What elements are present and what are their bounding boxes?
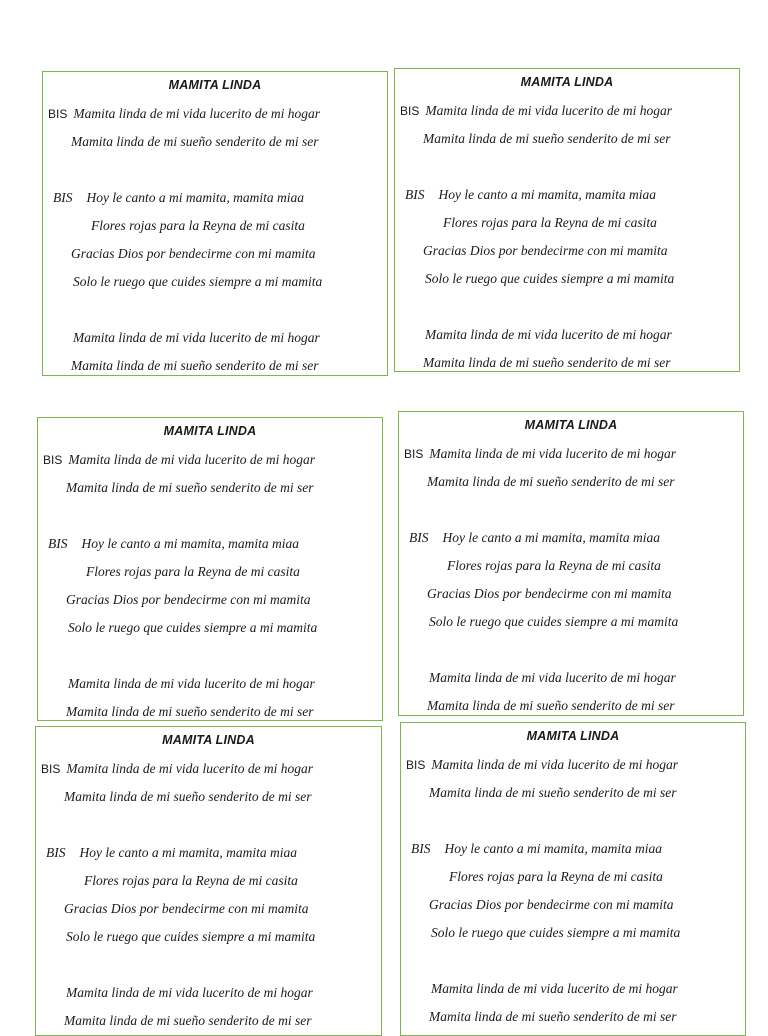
lyric-text: Hoy le canto a mi mamita, mamita miaa [86,190,304,205]
lyric-line [404,446,676,462]
lyric-text: Mamita linda de mi vida lucerito de mi hogar [73,106,321,121]
lyric-line [48,106,320,122]
lyrics-card [400,722,746,1036]
lyrics-card [35,726,382,1036]
card-title: MAMITA LINDA [524,418,618,432]
lyric-line: Solo le ruego que cuides siempre a mi mamita [429,614,679,629]
lyric-line [46,845,297,861]
lyric-line: Flores rojas para la Reyna de mi casita [449,869,663,884]
lyric-line: Mamita linda de mi vida lucerito de mi hogar [73,330,320,345]
bis-marker: BIS [43,453,63,467]
lyric-line [405,187,656,203]
lyrics-card [398,411,744,716]
lyric-text: Mamita linda de mi vida lucerito de mi hogar [431,757,679,772]
lyric-line: Mamita linda de mi vida lucerito de mi hogar [68,676,315,691]
lyric-line: Gracias Dios por bendecirme con mi mamita [429,897,674,912]
lyric-line: Mamita linda de mi sueño senderito de mi ser [64,789,312,804]
lyric-line: Mamita linda de mi sueño senderito de mi ser [66,480,314,495]
lyric-line: Solo le ruego que cuides siempre a mi mamita [68,620,318,635]
lyric-line: Gracias Dios por bendecirme con mi mamita [423,243,668,258]
lyric-line [411,841,662,857]
lyric-line: Gracias Dios por bendecirme con mi mamita [64,901,309,916]
lyric-line [409,530,660,546]
bis-marker: BIS [405,187,425,202]
lyric-line: Flores rojas para la Reyna de mi casita [86,564,300,579]
lyric-text: Mamita linda de mi vida lucerito de mi hogar [425,103,673,118]
lyric-line: Solo le ruego que cuides siempre a mi mamita [66,929,316,944]
lyric-line: Solo le ruego que cuides siempre a mi mamita [431,925,681,940]
bis-marker: BIS [48,536,68,551]
lyrics-card [42,71,388,376]
card-title: MAMITA LINDA [163,424,257,438]
lyric-line: Flores rojas para la Reyna de mi casita [84,873,298,888]
lyric-line: Mamita linda de mi sueño senderito de mi ser [429,785,677,800]
lyrics-card [394,68,740,372]
lyric-line: Mamita linda de mi sueño senderito de mi ser [423,131,671,146]
lyric-text: Hoy le canto a mi mamita, mamita miaa [79,845,297,860]
lyric-line [43,452,315,468]
lyric-line: Gracias Dios por bendecirme con mi mamita [71,246,316,261]
lyrics-card [37,417,383,721]
lyric-line: Mamita linda de mi vida lucerito de mi hogar [425,327,672,342]
lyric-text: Hoy le canto a mi mamita, mamita miaa [444,841,662,856]
lyric-line: Mamita linda de mi sueño senderito de mi ser [64,1013,312,1028]
lyric-line: Mamita linda de mi sueño senderito de mi ser [71,358,319,373]
lyric-line [400,103,672,119]
lyric-line: Mamita linda de mi vida lucerito de mi hogar [431,981,678,996]
lyric-line [41,761,313,777]
lyric-line: Mamita linda de mi sueño senderito de mi ser [71,134,319,149]
lyric-line: Flores rojas para la Reyna de mi casita [91,218,305,233]
bis-marker: BIS [409,530,429,545]
bis-marker: BIS [46,845,66,860]
lyric-line: Solo le ruego que cuides siempre a mi mamita [73,274,323,289]
bis-marker: BIS [411,841,431,856]
lyric-text: Mamita linda de mi vida lucerito de mi hogar [66,761,314,776]
card-title: MAMITA LINDA [168,78,262,92]
lyric-line: Mamita linda de mi vida lucerito de mi hogar [66,985,313,1000]
bis-marker: BIS [406,758,426,772]
bis-marker: BIS [400,104,420,118]
bis-marker: BIS [41,762,61,776]
lyric-line: Flores rojas para la Reyna de mi casita [443,215,657,230]
lyric-text: Hoy le canto a mi mamita, mamita miaa [442,530,660,545]
bis-marker: BIS [404,447,424,461]
lyric-line: Mamita linda de mi vida lucerito de mi hogar [429,670,676,685]
lyric-line [406,757,678,773]
bis-marker: BIS [53,190,73,205]
lyric-line: Mamita linda de mi sueño senderito de mi ser [423,355,671,370]
card-title: MAMITA LINDA [520,75,614,89]
lyric-text: Hoy le canto a mi mamita, mamita miaa [81,536,299,551]
card-title: MAMITA LINDA [526,729,620,743]
lyric-line: Mamita linda de mi sueño senderito de mi ser [429,1009,677,1024]
lyric-line [48,536,299,552]
lyric-line: Gracias Dios por bendecirme con mi mamita [427,586,672,601]
lyric-line: Solo le ruego que cuides siempre a mi mamita [425,271,675,286]
lyric-line: Mamita linda de mi sueño senderito de mi ser [427,474,675,489]
lyric-text: Hoy le canto a mi mamita, mamita miaa [438,187,656,202]
lyric-line [53,190,304,206]
lyric-line: Mamita linda de mi sueño senderito de mi ser [427,698,675,713]
lyric-text: Mamita linda de mi vida lucerito de mi hogar [429,446,677,461]
lyric-line: Gracias Dios por bendecirme con mi mamita [66,592,311,607]
lyric-line: Flores rojas para la Reyna de mi casita [447,558,661,573]
lyric-text: Mamita linda de mi vida lucerito de mi hogar [68,452,316,467]
lyric-line: Mamita linda de mi sueño senderito de mi ser [66,704,314,719]
bis-marker: BIS [48,107,68,121]
card-title: MAMITA LINDA [162,733,255,747]
